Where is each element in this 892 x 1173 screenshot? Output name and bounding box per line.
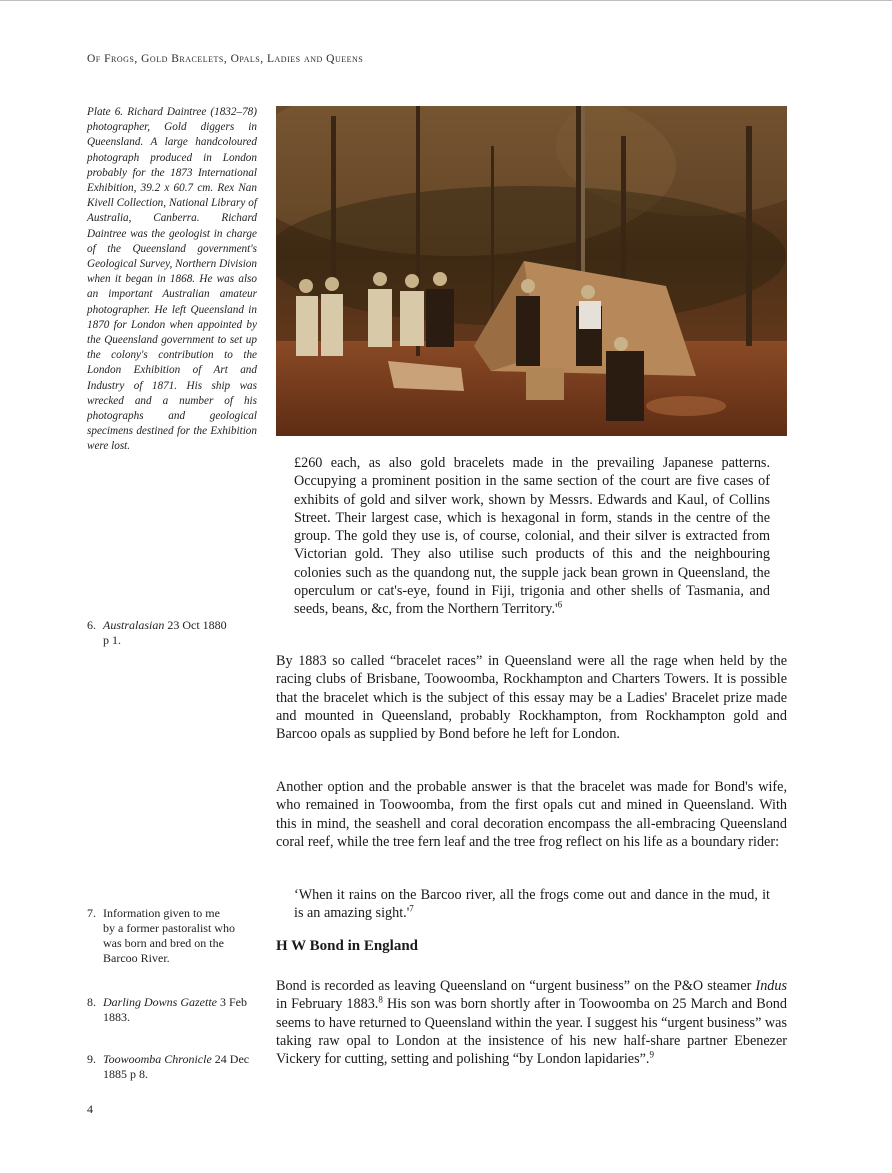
section-heading: H W Bond in England xyxy=(276,938,419,954)
footnote-text: 1883. xyxy=(103,1010,130,1024)
footnote-8 xyxy=(87,995,257,1025)
footnote-text: was born and bred on the xyxy=(103,936,224,950)
blockquote-exhibition xyxy=(294,454,770,619)
footnote-number: 7. xyxy=(87,906,96,920)
top-rule xyxy=(0,0,892,1)
footnote-number: 6. xyxy=(87,618,96,632)
footnote-source-title: Australasian xyxy=(103,618,165,632)
paragraph-bond-england xyxy=(276,977,787,1068)
footnote-ref-7[interactable]: 7 xyxy=(409,903,414,914)
running-head: Of Frogs, Gold Bracelets, Opals, Ladies and Queens xyxy=(87,53,364,65)
footnote-number: 8. xyxy=(87,995,96,1009)
paragraph-text: His son was born shortly after in Toowoomba on 25 March and Bond seems to have returned to Queensland within the year. I suggest his “urgent business” was taking raw opal to London at the insistence of his new half-share partner Ebenezer Vickery for cutting, setting and polishing “by London lapidaries”. xyxy=(276,996,787,1068)
blockquote-barcoo xyxy=(294,886,770,923)
footnote-text: Information given to me xyxy=(103,906,220,920)
footnote-text: Barcoo River. xyxy=(103,951,170,965)
footnote-text: p 1. xyxy=(103,633,121,647)
footnote-text: by a former pastoralist who xyxy=(103,921,235,935)
paragraph-bracelet-races: By 1883 so called “bracelet races” in Queensland were all the rage when held by the racing clubs of Brisbane, Toowoomba, Rockhampton and Charters Towers. It is possible that the bracelet which is the subject of this essay may be a Ladies' Bracelet prize made and mounted in Queensland, probably Rockhampton, from Rockhampton gold and Barcoo opals as supplied by Bond before he left for London. xyxy=(276,653,787,743)
footnote-ref-8[interactable]: 8 xyxy=(378,994,383,1005)
paragraph-text: Bond is recorded as leaving Queensland on “urgent business” on the P&O steamer xyxy=(276,978,756,994)
ship-name: Indus xyxy=(755,978,787,994)
paragraph-bonds-wife: Another option and the probable answer is that the bracelet was made for Bond's wife, who remained in Toowoomba, from the first opals cut and mined in Queensland. With this in mind, the seashell and coral decoration encompass the all-embracing Queensland coral reef, while the tree fern leaf and the tree frog reflect on his life as a boundary rider: xyxy=(276,779,787,850)
plate-caption: Plate 6. Richard Daintree (1832–78) photographer, Gold diggers in Queensland. A large handcoloured photograph produced in London probably for the 1873 International Exhibition, 39.2 x 60.7 cm. Rex Nan Kivell Collection, National Library of Australia, Canberra. Richard Daintree was the geologist in charge of the Queensland government's Geological Survey, Northern Division when it began in 1868. He was also an important Australian amateur photographer. He left Queensland in 1870 for London when appointed by the Queensland government to set up the colony's contribution to the London Exhibition of Art and Industry of 1871. His ship was wrecked and a number of his photographs and geological specimens destined for the Exhibition were lost. xyxy=(87,106,257,453)
footnote-text: 24 Dec xyxy=(211,1052,250,1066)
footnote-7 xyxy=(87,906,257,966)
footnote-text: 3 Feb xyxy=(217,995,247,1009)
footnote-6 xyxy=(87,618,257,648)
plate-photograph xyxy=(276,106,787,436)
footnote-source-title: Darling Downs Gazette xyxy=(103,995,217,1009)
blockquote-exhibition-text: £260 each, as also gold bracelets made in the prevailing Japanese patterns. Occupying a prominent position in the same section of the court are five cases of exhibits of gold and silver work, shown by Messrs. Edwards and Kaul, of Collins Street. Their largest case, which is hexagonal in form, stands in the centre of the group. The gold they use is, of course, colonial, and their silver is extracted from Victorian gold. They also utilise such products of this and the neighbouring colonies such as the quandong nut, the supple jack bean grown in Queensland, the operculum or cat's-eye, found in Fiji, trigonia and other shells of Tasmania, and seeds, beans, &c, from the Northern Territory.' xyxy=(294,455,770,618)
footnote-text: 23 Oct 1880 xyxy=(164,618,227,632)
paragraph-text: in February 1883. xyxy=(276,996,379,1013)
footnote-9 xyxy=(87,1052,257,1082)
footnote-source-title: Toowoomba Chronicle xyxy=(103,1052,212,1066)
footnote-text: 1885 p 8. xyxy=(103,1067,148,1081)
page-number: 4 xyxy=(87,1102,93,1116)
footnote-ref-9[interactable]: 9 xyxy=(649,1049,654,1060)
footnote-number: 9. xyxy=(87,1052,96,1066)
footnote-ref-6[interactable]: 6 xyxy=(557,599,563,610)
blockquote-barcoo-text: ‘When it rains on the Barcoo river, all the frogs come out and dance in the mud, it is an amazing sight.' xyxy=(294,887,770,922)
